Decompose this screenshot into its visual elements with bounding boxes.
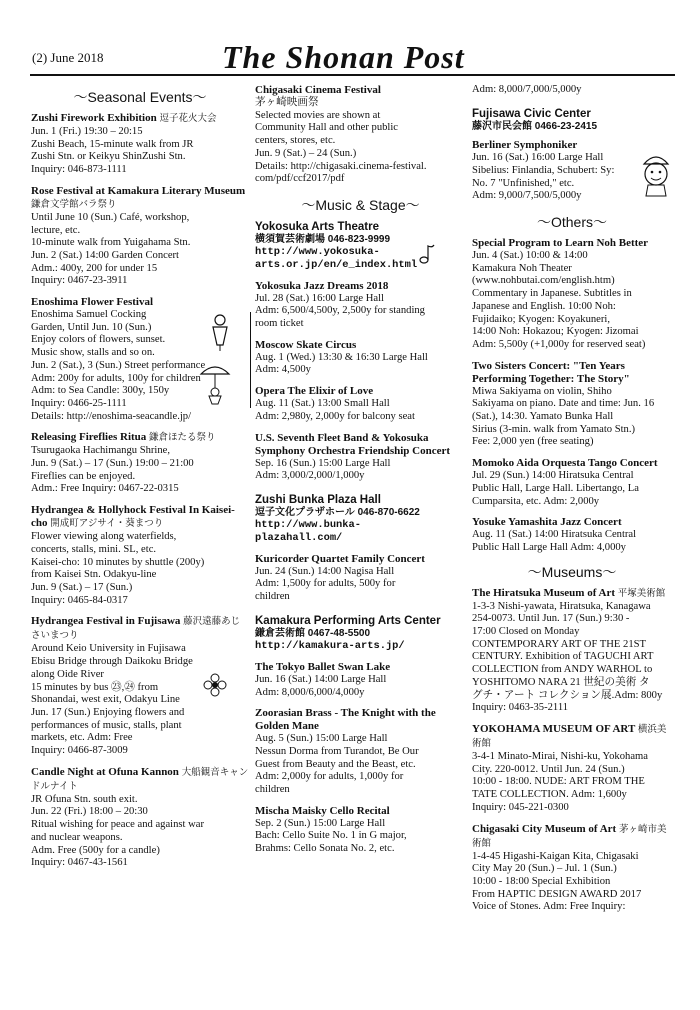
event-line: Aug. 11 (Sat.) 14:00 Hiratsuka Central xyxy=(472,529,637,541)
event-item xyxy=(31,431,249,496)
event-title-text: Enoshima Flower Festival xyxy=(31,296,154,309)
event-line: Aug. 11 (Sat.) 13:00 Small Hall xyxy=(255,398,390,410)
event-line: markets, etc. Adm: Free xyxy=(31,732,133,744)
vertical-rule xyxy=(250,312,251,408)
event-line: 15 minutes by bus ㉓,㉔ from xyxy=(31,681,159,693)
event-line: JR Ofuna Stn. south exit. xyxy=(31,793,138,805)
event-line: Aug. 5 (Sun.) 15:00 Large Hall xyxy=(255,733,388,745)
event-line: Community Hall and other public xyxy=(255,122,398,134)
event-line: Adm: 1,500y for adults, 500y for xyxy=(255,578,396,590)
event-line: children xyxy=(255,784,290,796)
page-number: (2) June 2018 xyxy=(32,50,104,65)
event-line: Adm: to Sea Candle: 300y, 150y xyxy=(31,385,170,397)
event-item xyxy=(472,237,672,352)
event-item xyxy=(255,661,466,699)
event-item xyxy=(255,553,466,604)
event-line: CONTEMPORARY ART OF THE 21ST xyxy=(472,638,646,650)
event-line: 10:00 - 18:00. NUDE: ART FROM THE xyxy=(472,776,645,788)
event-item xyxy=(31,185,249,288)
doll-icon xyxy=(207,313,233,353)
event-line: Selected movies are shown at xyxy=(255,109,381,121)
event-line: 3-4-1 Minato-Mirai, Nishi-ku, Yokohama xyxy=(472,751,648,762)
event-title-text: Candle Night at Ofuna Kannon xyxy=(31,765,179,778)
event-line: Adm: 4,500y xyxy=(255,364,311,376)
event-title xyxy=(472,823,672,851)
event-title xyxy=(472,587,672,601)
event-line: Inquiry: 0467-23-3911 xyxy=(31,275,128,287)
event-line: Music show, stalls and so on. xyxy=(31,347,155,359)
venue-name: Fujisawa Civic Center xyxy=(472,107,591,120)
event-line: Adm. Free (500y for a candle) xyxy=(31,844,160,856)
event-item xyxy=(255,339,466,377)
header-rule xyxy=(30,74,675,76)
event-title-text: Mischa Maisky Cello Recital xyxy=(255,804,390,817)
event-line: 17:00 Closed on Monday xyxy=(472,626,580,638)
event-line: CENTURY. Exhibition of TAGUCHI ART xyxy=(472,651,654,663)
venue xyxy=(255,614,466,856)
event-title-text: The Tokyo Ballet Swan Lake xyxy=(255,660,391,673)
event-line: Around Keio University in Fujisawa xyxy=(31,643,186,655)
event-line: lecture, etc. xyxy=(31,224,81,236)
event-line: Adm: 6,500/4,500y, 2,500y for standing xyxy=(255,305,425,317)
event-line: room ticket xyxy=(255,318,304,330)
event-line: 10:00 - 18:00 Special Exhibition xyxy=(472,875,611,887)
venue xyxy=(255,493,466,604)
venue-name: Kamakura Performing Arts Center xyxy=(255,614,441,627)
event-title xyxy=(255,553,466,566)
event-title-jp: 開成町アジサイ・葵まつり xyxy=(50,519,164,530)
event-title xyxy=(472,516,672,529)
section-title-seasonal-events: 〜Seasonal Events〜 xyxy=(73,89,207,105)
event-line: Jun. 17 (Sun.) Enjoying flowers and xyxy=(31,706,185,718)
event-line: Fujidaiko; Kyogen: Koyakuneri, xyxy=(472,313,610,325)
event-title-text: Momoko Aida Orquesta Tango Concert xyxy=(472,457,658,470)
event-item xyxy=(472,360,672,450)
event-line: Enoshima Samuel Cocking xyxy=(31,309,147,321)
event-line: Adm: 2,980y, 2,000y for balcony seat xyxy=(255,410,415,422)
event-title-text: Hydrangea & Hollyhock Festival In Kaisei-cho xyxy=(31,504,235,530)
event-line: TATE COLLECTION. Adm: 1,600y xyxy=(472,789,627,801)
event-line: children xyxy=(255,591,290,603)
event-line: from Kaisei Stn. Odakyu-line xyxy=(31,569,157,581)
event-title-text: The Hiratsuka Museum of Art xyxy=(472,586,615,599)
event-title xyxy=(31,112,249,126)
event-line: and nuclear weapons. xyxy=(31,831,123,843)
carryover-admission: Adm: 8,000/7,000/5,000y xyxy=(472,84,582,95)
cinema-jp: 茅ヶ崎映画祭 xyxy=(255,97,319,108)
event-title xyxy=(255,280,466,293)
event-line: 254-0073. Until Jun. 17 (Sun.) 9:30 - xyxy=(472,613,630,625)
event-title xyxy=(31,431,249,445)
event-line: Public Hall, Large Hall. Libertango, La xyxy=(472,482,639,494)
event-line: Jun. 22 (Fri.) 18:00 – 20:30 xyxy=(31,806,148,818)
event-line: From HAPTIC DESIGN AWARD 2017 xyxy=(472,888,642,900)
event-line: Details: http://chigasaki.cinema-festival. xyxy=(255,160,427,172)
event-line: concerts, stalls, mini. SL, etc. xyxy=(31,543,157,555)
venue-name: Yokosuka Arts Theatre xyxy=(255,220,379,233)
event-line: グチ・アート コレクション展.Adm: 800y xyxy=(472,689,663,701)
event-title xyxy=(472,237,672,250)
event-line: (www.nohbutai.com/english.htm) xyxy=(472,275,615,287)
event-title-jp: 横浜美術館 xyxy=(472,725,667,749)
event-item xyxy=(472,823,672,915)
event-line: Kaisei-cho: 10 minutes by shuttle (200y) xyxy=(31,556,205,568)
event-line: Adm: 2,000y for adults, 1,000y for xyxy=(255,771,404,783)
event-title xyxy=(31,766,249,794)
venue-jp-phone: 逗子文化プラザホール 046-870-6622 xyxy=(255,506,420,518)
event-line: Kamakura Noh Theater xyxy=(472,262,572,274)
venue-jp-phone: 横須賀芸術劇場 046-823-9999 xyxy=(255,233,391,245)
venue-url: http://www.yokosuka- xyxy=(255,246,380,259)
museums-list xyxy=(472,587,672,914)
event-title-text: Special Program to Learn Noh Better xyxy=(472,237,649,250)
event-line: Public Hall Large Hall Adm: 4,000y xyxy=(472,541,626,553)
event-line: Jun. 4 (Sat.) 10:00 & 14:00 xyxy=(472,250,588,262)
event-line: Brahms: Cello Sonata No. 2, etc. xyxy=(255,843,395,855)
event-line: Until June 10 (Sun.) Café, workshop, xyxy=(31,211,190,223)
event-line: Adm: 9,000/7,500/5,000y xyxy=(472,190,582,202)
event-line: Sibelius: Finlandia, Schubert: Sy: xyxy=(472,164,615,176)
event-title-text: YOKOHAMA MUSEUM OF ART xyxy=(472,723,636,735)
cinema-festival xyxy=(255,84,466,186)
event-line: Jun. 9 (Sat.) – 17 (Sun.) xyxy=(31,581,133,593)
event-title-text: Hydrangea Festival in Fujisawa xyxy=(31,615,181,628)
venue-name: Zushi Bunka Plaza Hall xyxy=(255,493,381,506)
event-title-text: Yosuke Yamashita Jazz Concert xyxy=(472,516,622,529)
event-title-text: Opera The Elixir of Love xyxy=(255,385,374,398)
event-title xyxy=(472,457,672,470)
event-line: Inquiry: 0463-35-2111 xyxy=(472,702,569,714)
event-line: Japanese and English. 10:00 Noh: xyxy=(472,300,616,312)
event-line: No. 7 "Unfinished," etc. xyxy=(472,177,575,189)
event-line: 10-minute walk from Yuigahama Stn. xyxy=(31,237,191,249)
event-line: Jun. 2 (Sat.) 14:00 Garden Concert xyxy=(31,249,179,261)
event-line: Jun. 16 (Sat.) 16:00 Large Hall xyxy=(472,152,604,164)
venue-url: http://kamakura-arts.jp/ xyxy=(255,640,405,653)
event-line: Sakiyama on piano. Date and time: Jun. 16 xyxy=(472,398,655,410)
venue-jp-phone: 藤沢市民会館 0466-23-2415 xyxy=(472,120,598,132)
event-title xyxy=(255,707,466,733)
venues-list xyxy=(255,220,466,856)
event-title-jp: 茅ヶ崎市美術館 xyxy=(472,824,667,849)
event-item xyxy=(255,707,466,797)
event-line: Adm.: Free Inquiry: 0467-22-0315 xyxy=(31,483,179,495)
event-line: Zushi Beach, 15-minute walk from JR xyxy=(31,138,194,150)
event-item xyxy=(255,805,466,856)
event-title-text: Zoorasian Brass - The Knight with the Golden Mane xyxy=(255,707,436,733)
event-line: (Sat.), 14:30. Yamato Bunka Hall xyxy=(472,411,614,423)
event-line: performances of music, stalls, plant xyxy=(31,719,182,731)
section-title-others: 〜Others〜 xyxy=(536,214,607,231)
event-line: Miwa Sakiyama on violin, Shiho xyxy=(472,385,612,397)
music-note-icon xyxy=(418,243,436,265)
event-title xyxy=(255,805,466,818)
event-title xyxy=(472,360,672,386)
event-line: Adm: 3,000/2,000/1,000y xyxy=(255,470,365,482)
event-line: Ebisu Bridge through Daikoku Bridge xyxy=(31,656,193,668)
flower-icon xyxy=(202,672,228,698)
event-line: Inquiry: 046-873-1111 xyxy=(31,164,127,176)
event-line: Jun. 9 (Sat.) – 24 (Sun.) xyxy=(255,147,357,159)
event-line: Jun. 9 (Sat.) – 17 (Sun.) 19:00 – 21:00 xyxy=(31,458,194,470)
event-item xyxy=(472,457,672,508)
event-line: YOSHITOMO NARA 21 世紀の美術 タ xyxy=(472,676,650,688)
event-title: Berliner Symphoniker xyxy=(472,139,578,152)
event-line: Flower viewing along waterfields, xyxy=(31,531,177,543)
event-line: Adm: 5,500y (+1,000y for reserved seat) xyxy=(472,338,646,350)
cinema-title: Chigasaki Cinema Festival xyxy=(255,84,381,96)
event-item xyxy=(255,280,466,331)
event-line: Inquiry: 0465-84-0317 xyxy=(31,594,128,606)
event-line: Jun. 1 (Fri.) 19:30 – 20:15 xyxy=(31,126,143,137)
event-title xyxy=(255,661,466,674)
event-item xyxy=(31,112,249,177)
event-line: Jul. 28 (Sat.) 16:00 Large Hall xyxy=(255,292,384,304)
event-line: City May 20 (Sun.) – Jul. 1 (Sun.) xyxy=(472,863,617,875)
event-title-jp: 鎌倉ほたる祭り xyxy=(149,433,216,444)
event-line: Sep. 2 (Sun.) 15:00 Large Hall xyxy=(255,817,386,829)
event-title xyxy=(31,185,249,212)
event-title-text: Chigasaki City Museum of Art xyxy=(472,822,617,835)
column-seasonal-events xyxy=(31,84,249,878)
event-line: Cumparsita, etc. Adm: 2,000y xyxy=(472,495,600,507)
event-line: Garden, Until Jun. 10 (Sun.) xyxy=(31,321,152,333)
event-line: Jun. 2 (Sat.), 3 (Sun.) Street performance xyxy=(31,359,206,371)
column-music-stage xyxy=(255,84,466,866)
event-line: Adm: 8,000/6,000/4,000y xyxy=(255,686,365,698)
event-title-text: Moscow Skate Circus xyxy=(255,338,357,351)
event-line: Jul. 29 (Sun.) 14:00 Hiratsuka Central xyxy=(472,470,634,482)
event-line: Fee: 2,000 yen (free seating) xyxy=(472,436,594,448)
event-item xyxy=(472,516,672,554)
event-line: 1-4-45 Higashi-Kaigan Kita, Chigasaki xyxy=(472,850,639,862)
venue-jp-phone: 鎌倉芸術館 0467-48-5500 xyxy=(255,627,371,639)
event-title-text: Zushi Firework Exhibition xyxy=(31,112,157,124)
event-line: Sep. 16 (Sun.) 15:00 Large Hall xyxy=(255,457,391,469)
event-line: Inquiry: 0466-87-3009 xyxy=(31,745,128,757)
event-line: City. 220-0012. Until Jun. 24 (Sun.) xyxy=(472,763,625,775)
event-item xyxy=(255,385,466,423)
event-title xyxy=(255,432,466,458)
event-line: COLLECTION from ANDY WARHOL to xyxy=(472,664,653,676)
event-line: Inquiry: 0467-43-1561 xyxy=(31,857,128,869)
event-line: Fireflies can be enjoyed. xyxy=(31,470,136,482)
section-title-museums: 〜Museums〜 xyxy=(527,563,617,580)
event-title xyxy=(255,339,466,352)
section-title-music-stage: 〜Music & Stage〜 xyxy=(301,196,420,213)
event-title-text: Two Sisters Concert: "Ten Years Performing Together: The Story" xyxy=(472,359,630,385)
event-line: Bach: Cello Suite No. 1 in G major, xyxy=(255,830,407,842)
event-line: Adm.: 400y, 200 for under 15 xyxy=(31,262,158,274)
event-line: Tsurugaoka Hachimangu Shrine, xyxy=(31,445,171,457)
event-title xyxy=(31,504,249,531)
event-title-text: U.S. Seventh Fleet Band & Yokosuka Symphony Orchestra Friendship Concert xyxy=(255,431,451,457)
event-line: Commentary in Japanese. Subtitles in xyxy=(472,288,632,300)
event-item xyxy=(472,723,672,815)
event-line: Adm: 200y for adults, 100y for children xyxy=(31,372,201,384)
event-line: 14:00 Noh: Hokazou; Kyogen: Jizomai xyxy=(472,326,639,338)
event-title xyxy=(31,296,249,309)
event-title xyxy=(31,615,249,643)
event-line: along Oide River xyxy=(31,668,104,680)
venue-url: plazahall.com/ xyxy=(255,532,343,545)
event-title-jp: 逗子花火大会 xyxy=(159,114,217,124)
event-line: centers, stores, etc. xyxy=(255,135,336,147)
others-list xyxy=(472,237,672,555)
event-title-text: Kuricorder Quartet Family Concert xyxy=(255,552,425,565)
event-line: Inquiry: 045-221-0300 xyxy=(472,801,569,813)
seasonal-events-list xyxy=(31,112,249,870)
column-others-museums xyxy=(472,84,672,922)
event-line: Ritual wishing for peace and against war xyxy=(31,819,204,831)
event-line: com/pdf/ccf2017/pdf xyxy=(255,173,345,185)
event-title-jp: 大船観音キャンドルナイト xyxy=(31,767,249,792)
event-line: Details: http://enoshima-seacandle.jp/ xyxy=(31,410,192,422)
event-line: Enjoy colors of flowers, sunset. xyxy=(31,334,166,346)
event-line: Voice of Stones. Adm: Free Inquiry: xyxy=(472,901,626,913)
event-title-text: Releasing Fireflies Ritua xyxy=(31,431,147,444)
event-line: Jun. 24 (Sun.) 14:00 Nagisa Hall xyxy=(255,565,395,577)
umbrella-doll-icon xyxy=(198,362,232,406)
event-title-text: Yokosuka Jazz Dreams 2018 xyxy=(255,279,389,292)
event-item xyxy=(255,432,466,483)
event-line: Sirius (3-min. walk from Yamato Stn.) xyxy=(472,423,636,435)
event-line: Inquiry: 0466-25-1111 xyxy=(31,397,127,409)
event-line: 1-3-3 Nishi-yawata, Hiratsuka, Kanagawa xyxy=(472,600,651,612)
event-title-text: Rose Festival at Kamakura Literary Museum xyxy=(31,184,246,197)
venue-url: http://www.bunka- xyxy=(255,519,362,532)
event-title xyxy=(472,723,672,751)
event-line: Shonandai, west exit, Odakyu Line xyxy=(31,694,180,706)
event-line: Nessun Dorma from Turandot, Be Our xyxy=(255,745,419,757)
event-title-jp: 鎌倉文学館バラ祭り xyxy=(31,199,117,210)
event-line: Aug. 1 (Wed.) 13:30 & 16:30 Large Hall xyxy=(255,351,428,363)
event-title-jp: 藤沢遠藤あじさいまつり xyxy=(31,617,241,642)
event-line: Guest from Beauty and the Beast, etc. xyxy=(255,758,416,770)
event-item xyxy=(31,504,249,607)
venue-url: arts.or.jp/en/e_index.html xyxy=(255,259,418,272)
event-item xyxy=(31,766,249,870)
event-title-jp: 平塚美術館 xyxy=(617,588,666,599)
cartoon-face-icon xyxy=(636,150,676,198)
event-line: Jun. 16 (Sat.) 14:00 Large Hall xyxy=(255,673,387,685)
event-line: Zushi Stn. or Keikyu ShinZushi Stn. xyxy=(31,151,186,163)
event-title xyxy=(255,385,466,398)
masthead: The Shonan Post xyxy=(222,39,465,75)
event-item xyxy=(472,587,672,715)
